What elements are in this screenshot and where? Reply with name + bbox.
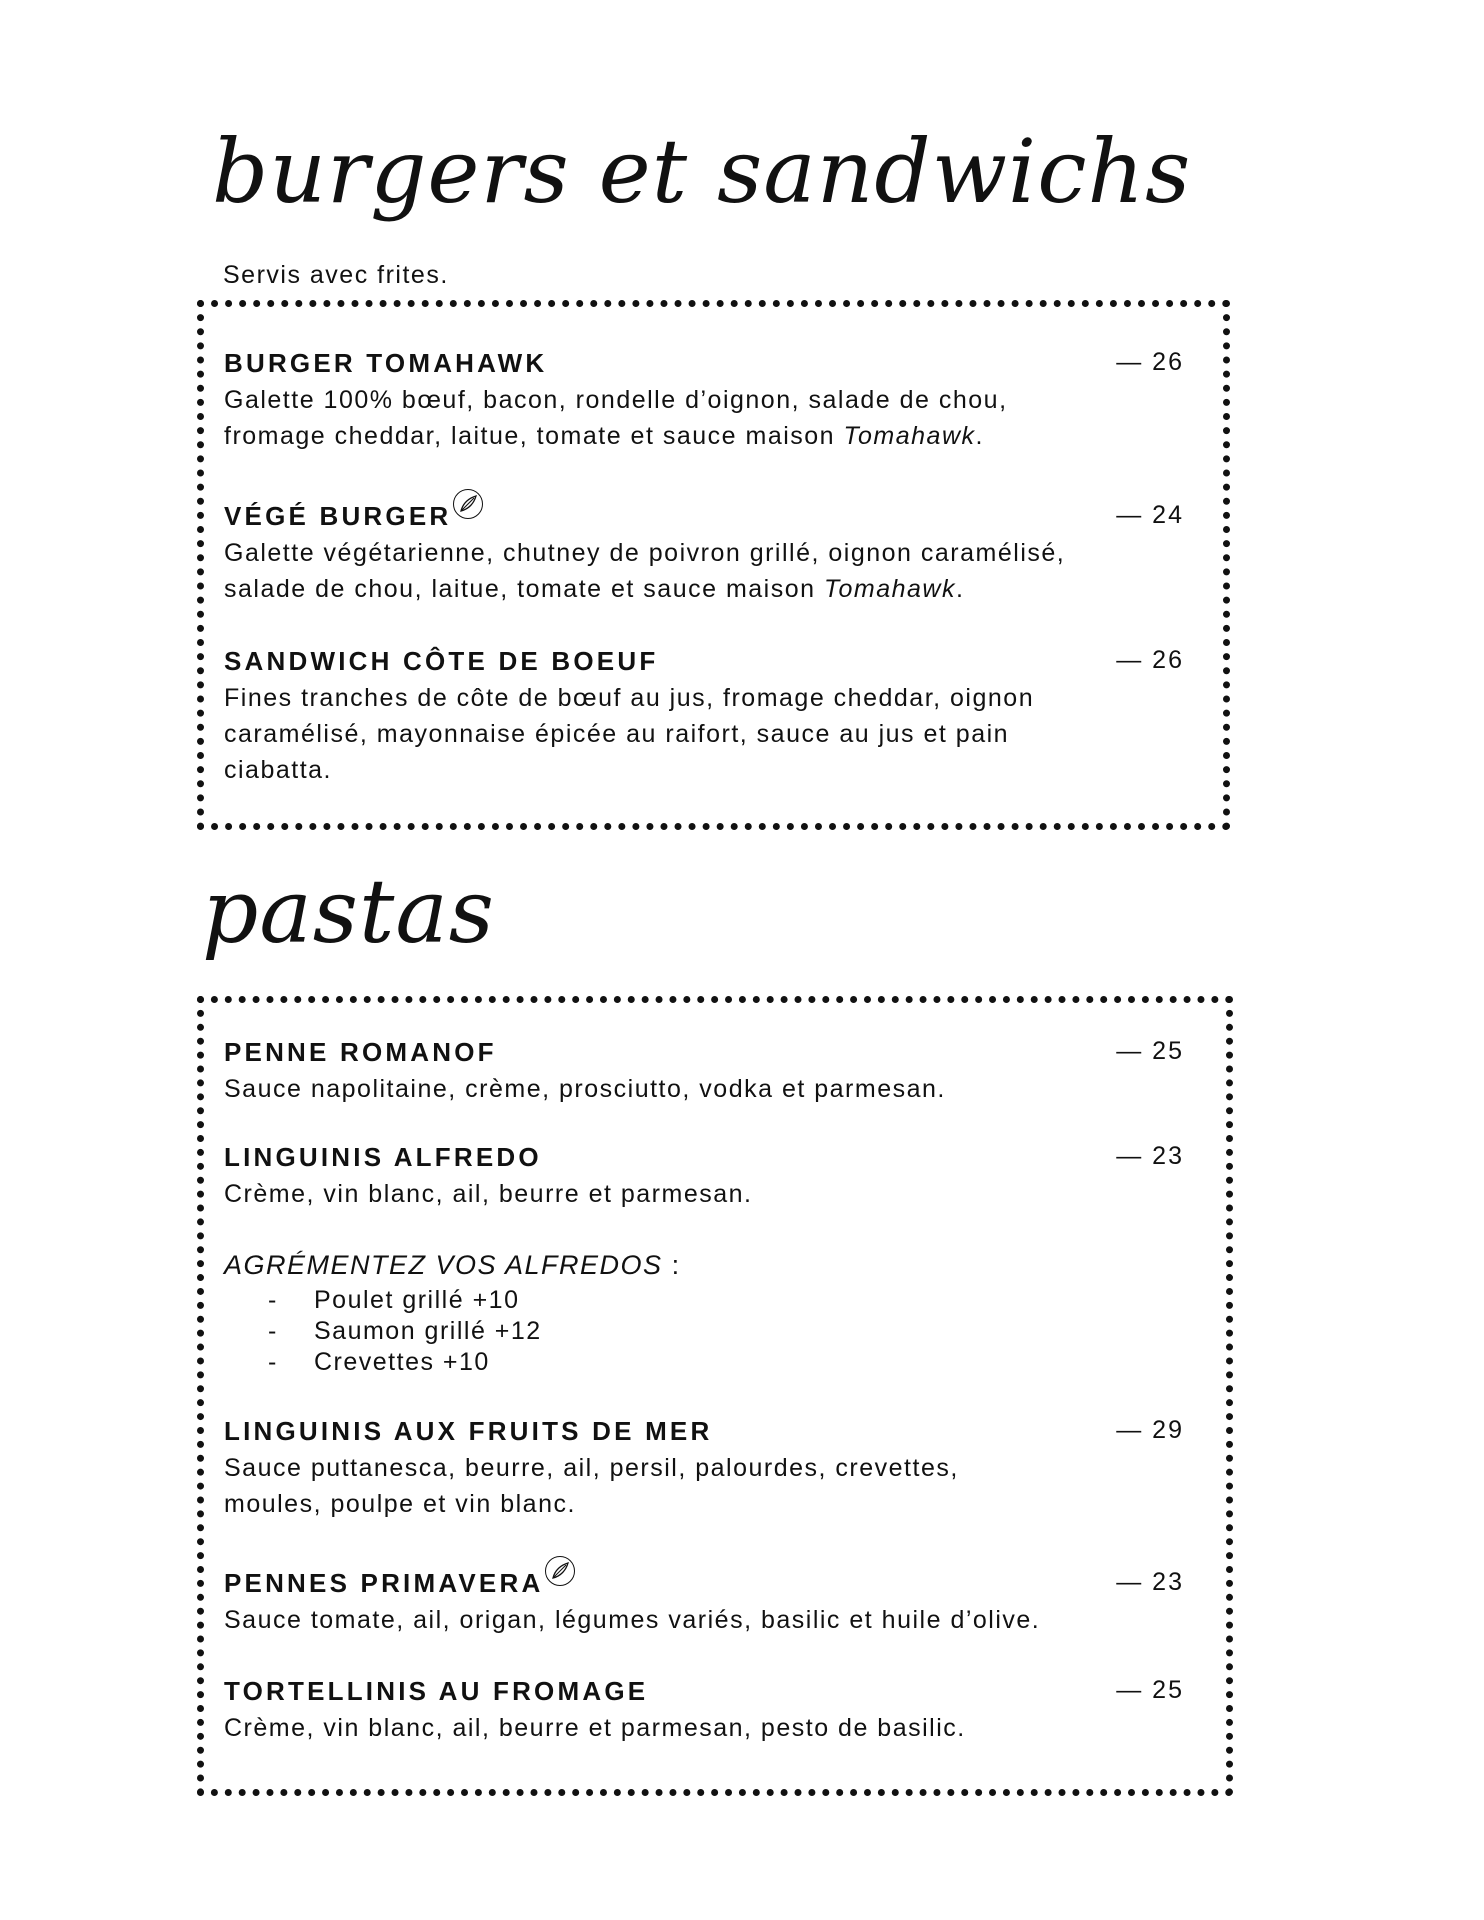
item-price: — 26: [1116, 646, 1184, 674]
addon-option: - Poulet grillé +10: [268, 1286, 520, 1314]
section-subtitle: Servis avec frites.: [223, 261, 449, 289]
section-title-burgers: burgers et sandwichs: [212, 120, 1192, 223]
item-price: — 23: [1116, 1142, 1184, 1170]
item-name: LINGUINIS AUX FRUITS DE MER: [224, 1416, 713, 1446]
item-name: PENNES PRIMAVERA: [224, 1568, 544, 1598]
item-name: VÉGÉ BURGER: [224, 501, 452, 531]
item-description: Sauce tomate, ail, origan, légumes variés, basilic et huile d’olive.: [224, 1606, 1041, 1634]
item-description: Crème, vin blanc, ail, beurre et parmesan.: [224, 1180, 753, 1208]
menu-item-penne-romanof: [224, 1037, 1184, 1107]
item-name: BURGER TOMAHAWK: [224, 348, 548, 378]
item-name: SANDWICH CÔTE DE BOEUF: [224, 646, 659, 676]
item-price: — 26: [1116, 348, 1184, 376]
menu-item-linguinis-fruits-de-mer: [224, 1416, 1184, 1522]
item-price: — 25: [1116, 1676, 1184, 1704]
menu-item-burger-tomahawk: [224, 348, 1184, 454]
menu-item-sandwich-cote-de-boeuf: [224, 646, 1184, 788]
item-name: PENNE ROMANOF: [224, 1037, 497, 1067]
pastas-menu-box: [197, 996, 1233, 1796]
item-price: — 29: [1116, 1416, 1184, 1444]
menu-item-pennes-primavera: [224, 1568, 1184, 1638]
addons-heading: AGRÉMENTEZ VOS ALFREDOS :: [224, 1250, 681, 1280]
leaf-icon: [453, 489, 483, 519]
item-name: LINGUINIS ALFREDO: [224, 1142, 542, 1172]
item-description: Galette végétarienne, chutney de poivron grillé, oignon caramélisé, salade de chou, laitue, tomate et sauce maison Tomahawk.: [224, 539, 1066, 603]
menu-item-tortellinis-au-fromage: [224, 1676, 1184, 1746]
menu-item-linguinis-alfredo: [224, 1142, 1184, 1212]
item-description: Sauce puttanesca, beurre, ail, persil, palourdes, crevettes, moules, poulpe et vin blanc.: [224, 1454, 959, 1518]
item-price: — 23: [1116, 1568, 1184, 1596]
addon-option: - Saumon grillé +12: [268, 1317, 542, 1345]
addons-list: [224, 1285, 1184, 1378]
leaf-icon: [545, 1556, 575, 1586]
item-price: — 24: [1116, 501, 1184, 529]
addon-option: - Crevettes +10: [268, 1348, 490, 1376]
section-title-pastas: pastas: [202, 860, 495, 963]
item-description: Crème, vin blanc, ail, beurre et parmesan, pesto de basilic.: [224, 1714, 966, 1742]
item-description: Fines tranches de côte de bœuf au jus, fromage cheddar, oignon caramélisé, mayonnaise épicée au raifort, sauce au jus et pain ciabatta.: [224, 684, 1035, 784]
item-description: Sauce napolitaine, crème, prosciutto, vodka et parmesan.: [224, 1075, 946, 1103]
menu-item-vege-burger: [224, 501, 1184, 607]
item-price: — 25: [1116, 1037, 1184, 1065]
burgers-menu-box: [197, 300, 1230, 830]
item-description: Galette 100% bœuf, bacon, rondelle d’oignon, salade de chou, fromage cheddar, laitue, tomate et sauce maison Tomahawk.: [224, 386, 1008, 450]
item-name: TORTELLINIS AU FROMAGE: [224, 1676, 649, 1706]
alfredo-addons: [224, 1250, 1184, 1378]
